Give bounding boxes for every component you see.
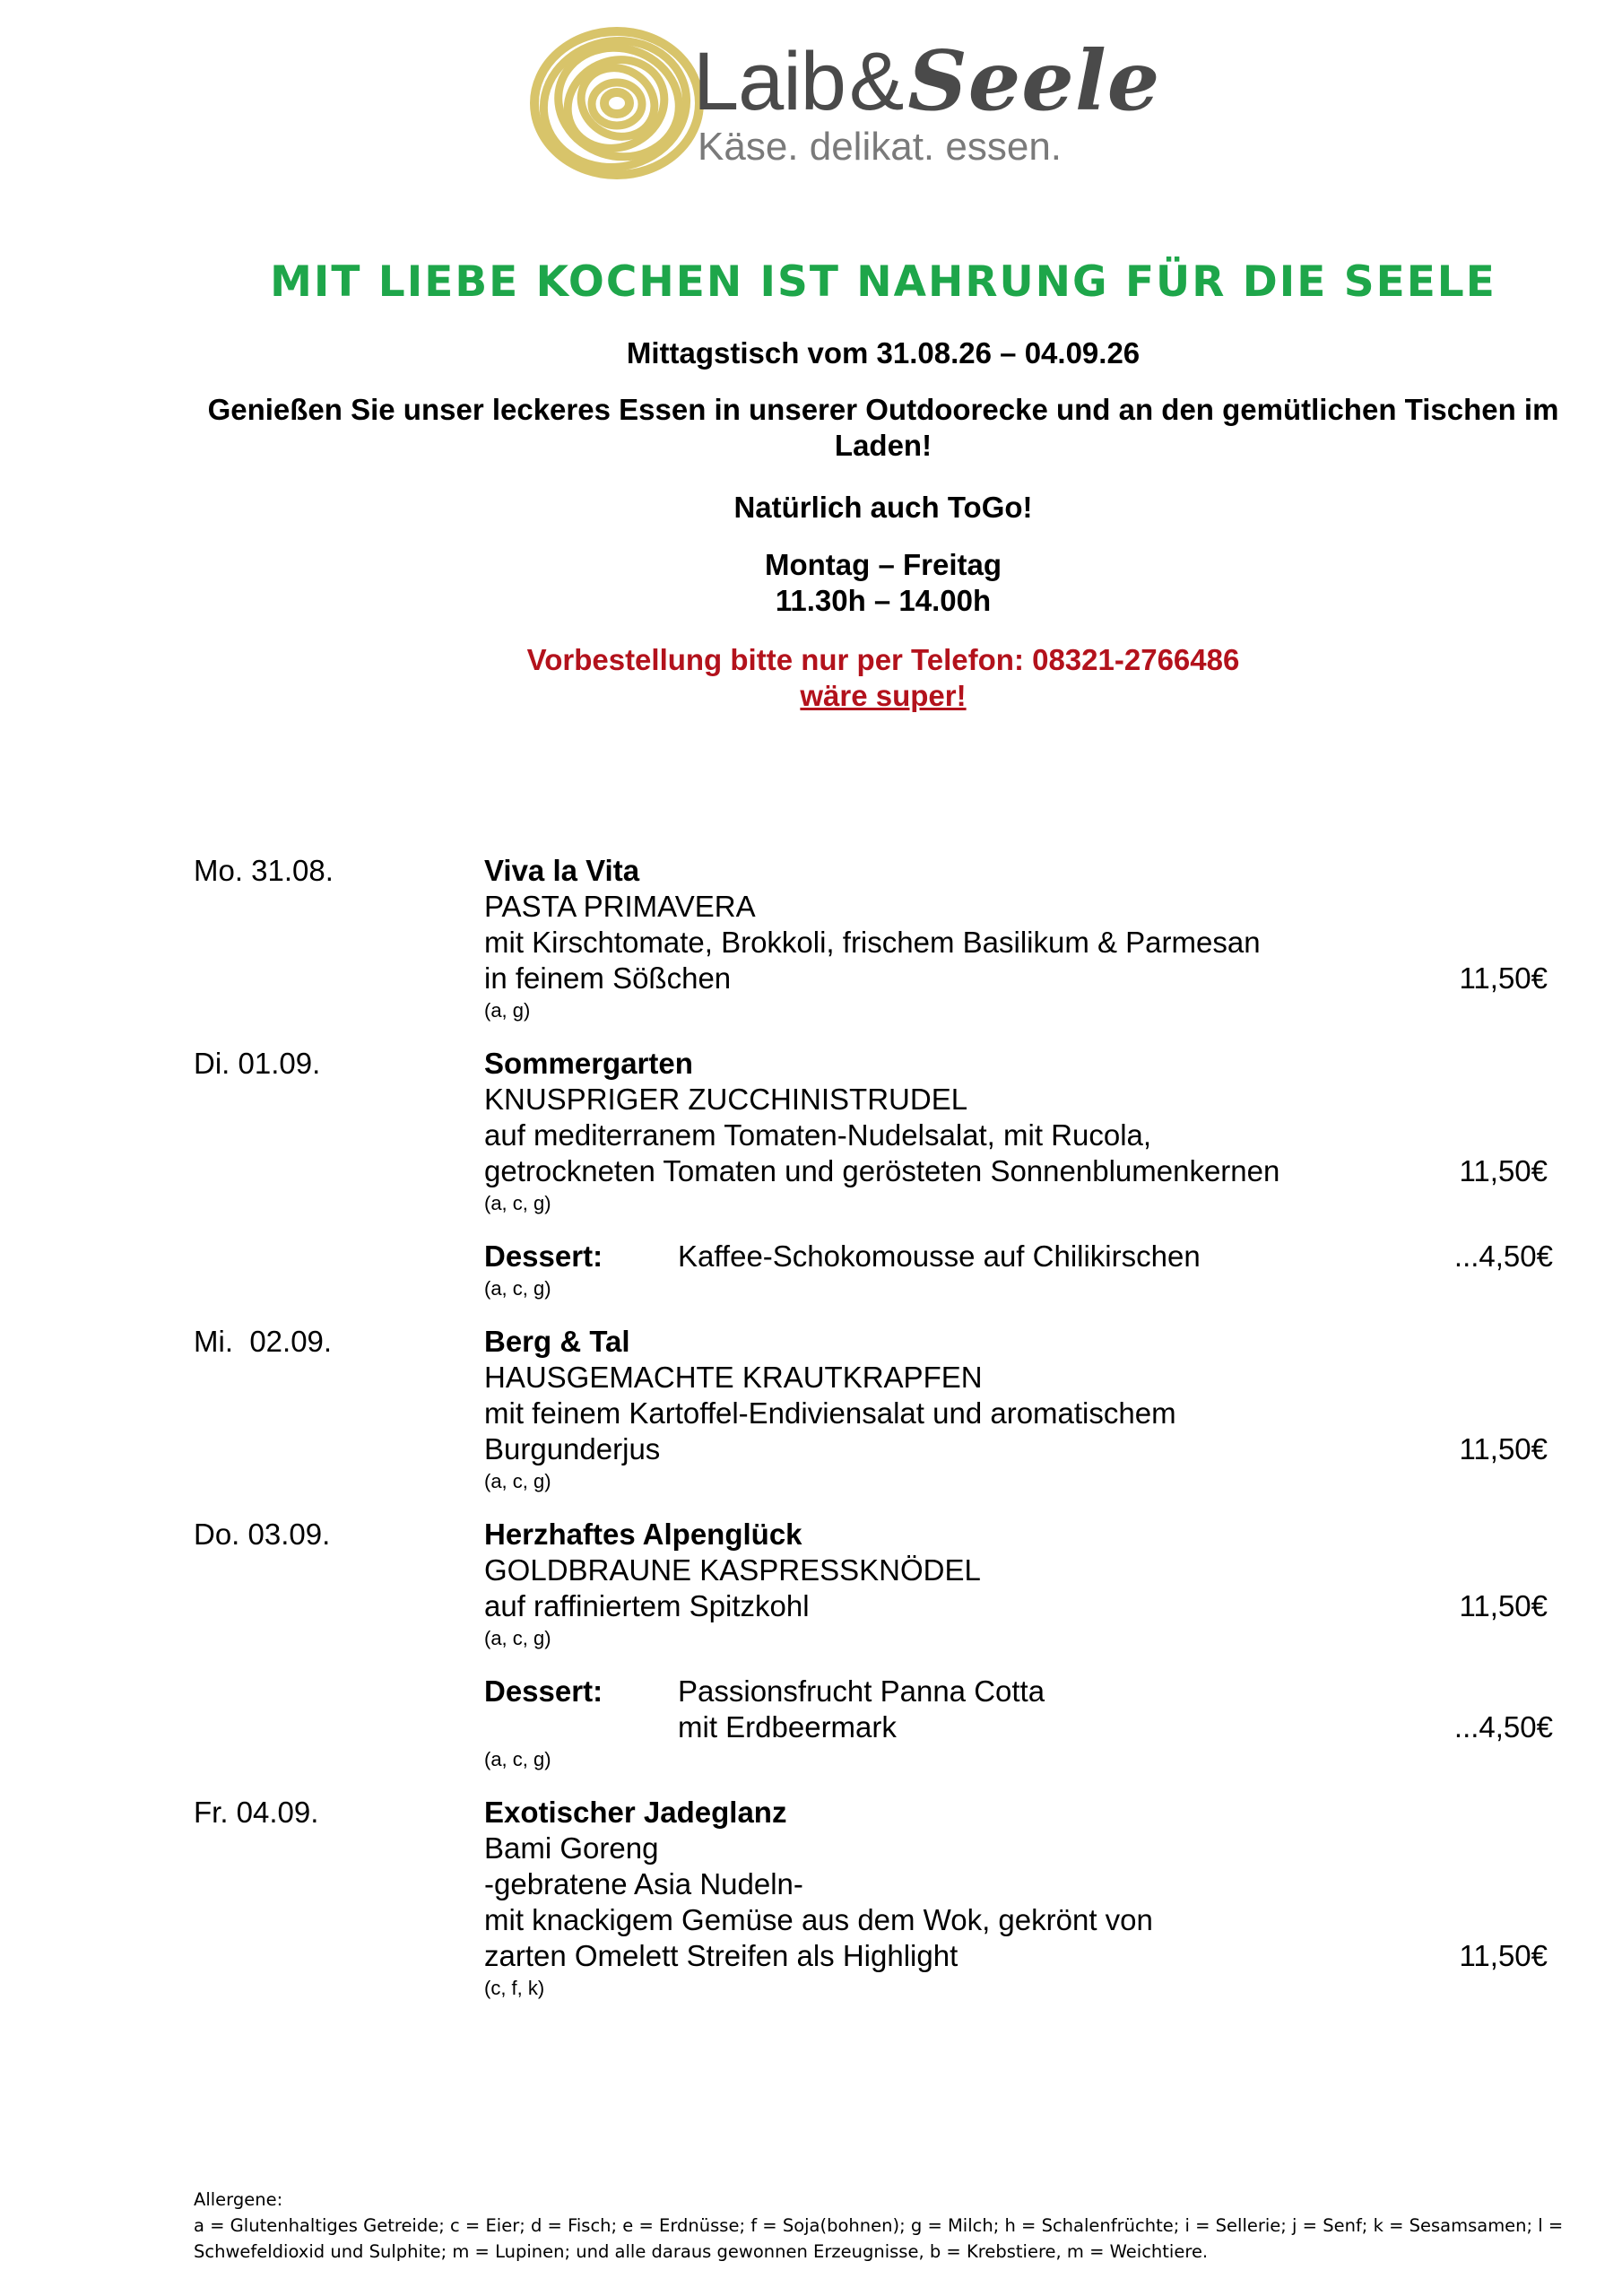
dish-title: Sommergarten (484, 1047, 693, 1080)
dish-allergens: (a, g) (484, 999, 531, 1022)
allergen-legend-title: Allergene: (194, 2189, 283, 2210)
dish-line: zarten Omelett Streifen als Highlight (484, 1939, 958, 1972)
dessert-price: ...4,50€ (1453, 1239, 1553, 1273)
dish-line: PASTA PRIMAVERA (484, 890, 756, 923)
dish-line: mit knackigem Gemüse aus dem Wok, gekrönt von (484, 1903, 1153, 1936)
menu-day-label: Di. 01.09. (194, 1047, 321, 1080)
brand-tagline: Käse. delikat. essen. (698, 125, 1063, 169)
preorder-super-text: wäre super! (800, 679, 967, 712)
dish-line: Burgunderjus (484, 1432, 661, 1465)
opening-hours: 11.30h – 14.00h (775, 584, 992, 617)
dish-line: GOLDBRAUNE KASPRESSKNÖDEL (484, 1553, 981, 1587)
dish-line: in feinem Sößchen (484, 961, 732, 995)
dish-line: Bami Goreng (484, 1831, 659, 1865)
headline: MIT LIEBE KOCHEN IST NAHRUNG FÜR DIE SEELE (270, 257, 1496, 307)
dish-line: auf mediterranem Tomaten-Nudelsalat, mit Rucola, (484, 1118, 1152, 1152)
dessert-label: Dessert: (484, 1239, 603, 1273)
dish-price: 11,50€ (1459, 1432, 1548, 1465)
dish-line: KNUSPRIGER ZUCCHINISTRUDEL (484, 1083, 968, 1116)
dessert-allergens: (a, c, g) (484, 1748, 551, 1770)
dish-title: Berg & Tal (484, 1325, 630, 1358)
dish-allergens: (a, c, g) (484, 1627, 551, 1649)
dessert-line: Kaffee-Schokomousse auf Chilikirschen (678, 1239, 1201, 1273)
dessert-line: Passionsfrucht Panna Cotta (678, 1674, 1045, 1708)
dish-price: 11,50€ (1459, 1589, 1548, 1622)
dish-line: mit feinem Kartoffel-Endiviensalat und aromatischem (484, 1396, 1176, 1430)
preorder-note: Vorbestellung bitte nur per Telefon: 08321-2766486 (526, 643, 1240, 676)
dish-line: mit Kirschtomate, Brokkoli, frischem Basilikum & Parmesan (484, 926, 1261, 959)
menu-day-label: Fr. 04.09. (194, 1796, 319, 1829)
allergen-legend-line: Schwefeldioxid und Sulphite; m = Lupinen; und alle daraus gewonnen Erzeugnisse, b = Krebstiere, m = Weichtiere. (194, 2241, 1209, 2262)
allergen-legend (194, 2187, 1592, 2265)
dish-price: 11,50€ (1459, 961, 1548, 995)
brand-wordmark (693, 32, 1161, 129)
dessert-price: ...4,50€ (1453, 1710, 1553, 1744)
dish-price: 11,50€ (1459, 1154, 1548, 1187)
dish-allergens: (a, c, g) (484, 1470, 551, 1492)
dish-allergens: (c, f, k) (484, 1977, 545, 1999)
dish-line: HAUSGEMACHTE KRAUTKRAPFEN (484, 1361, 983, 1394)
dish-allergens: (a, c, g) (484, 1192, 551, 1214)
dish-price: 11,50€ (1459, 1939, 1548, 1972)
dessert-label: Dessert: (484, 1674, 603, 1708)
logo-scribble-circle-icon (527, 27, 707, 179)
menu-day-label: Mi. 02.09. (194, 1325, 333, 1358)
logo (527, 27, 1161, 179)
brand-name-seele: Seele (907, 32, 1161, 129)
dish-title: Exotischer Jadeglanz (484, 1796, 787, 1829)
intro-line: Laden! (834, 429, 932, 462)
dish-title: Viva la Vita (484, 854, 640, 887)
togo-note: Natürlich auch ToGo! (733, 491, 1033, 524)
dish-line: -gebratene Asia Nudeln- (484, 1867, 803, 1900)
menu-day-label: Do. 03.09. (194, 1518, 331, 1551)
intro-text (134, 392, 1622, 464)
allergen-legend-line: a = Glutenhaltiges Getreide; c = Eier; d = Fisch; e = Erdnüsse; f = Soja(bohnen); g = Milch; h = Schalenfrüchte; i = Sellerie; j = Senf; k = Sesamsamen; l = (194, 2215, 1564, 2236)
dish-line: auf raffiniertem Spitzkohl (484, 1589, 810, 1622)
brand-name-laib: Laib (693, 36, 846, 127)
dessert-line: mit Erdbeermark (678, 1710, 897, 1744)
dessert-allergens: (a, c, g) (484, 1277, 551, 1300)
dish-title: Herzhaftes Alpenglück (484, 1518, 802, 1551)
week-title: Mittagstisch vom 31.08.26 – 04.09.26 (626, 336, 1141, 370)
dish-line: getrockneten Tomaten und gerösteten Sonnenblumenkernen (484, 1154, 1280, 1187)
opening-days: Montag – Freitag (764, 548, 1002, 581)
menu-day-label: Mo. 31.08. (194, 854, 334, 887)
brand-ampersand: & (848, 36, 905, 127)
intro-line: Genießen Sie unser leckeres Essen in unserer Outdoorecke und an den gemütlichen Tischen im (207, 393, 1559, 426)
preorder-super (134, 678, 1622, 714)
